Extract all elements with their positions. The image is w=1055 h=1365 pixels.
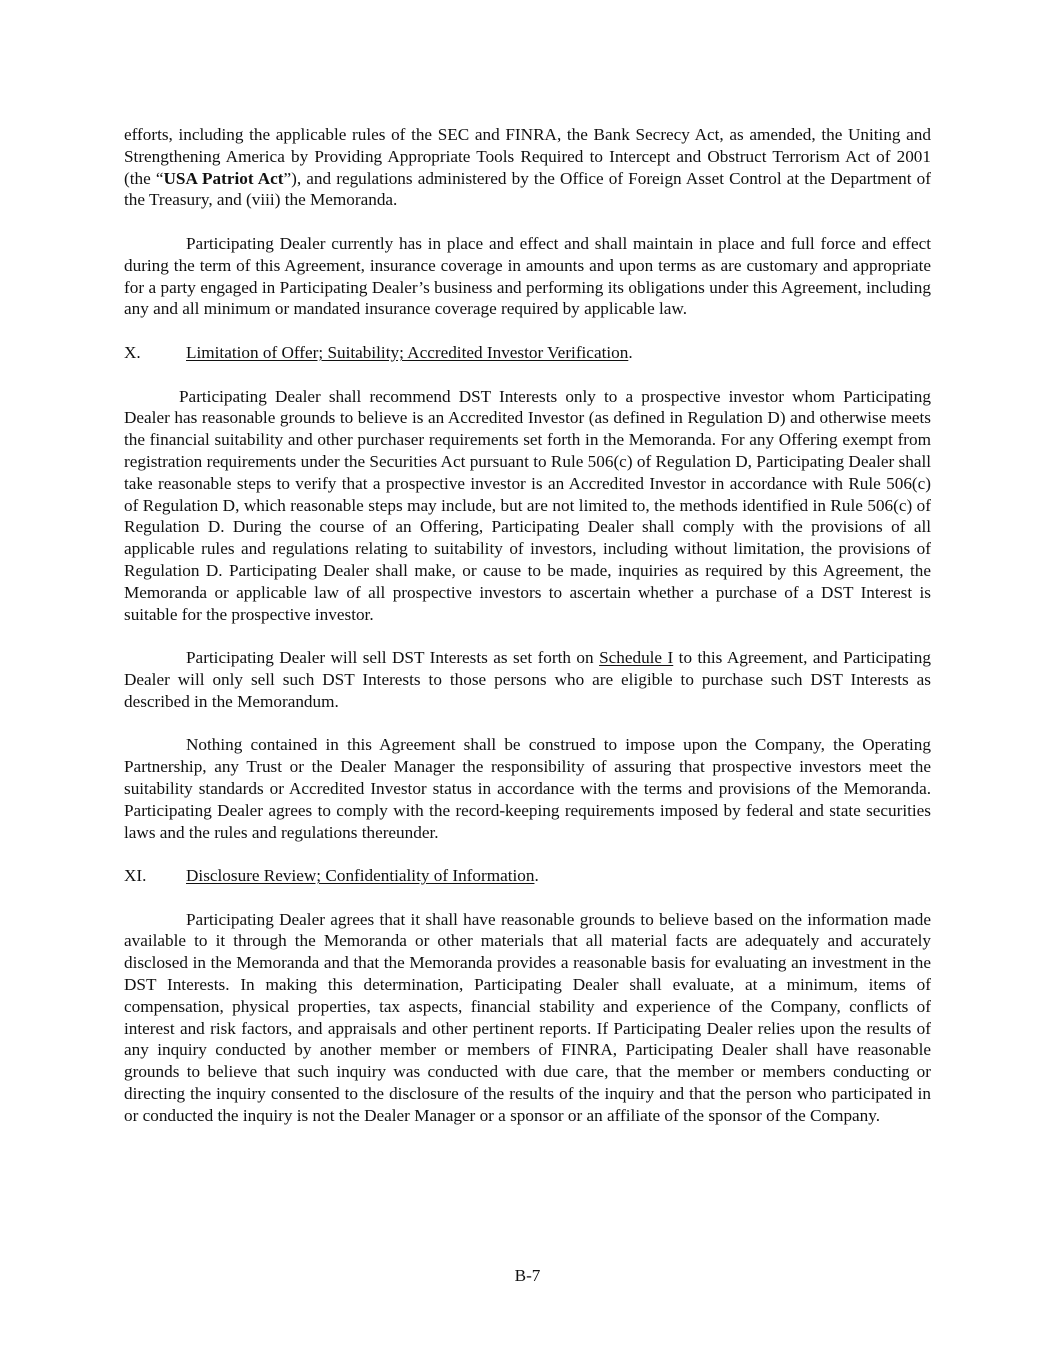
section-xi-title: Disclosure Review; Confidentiality of Information <box>186 866 535 886</box>
defined-term-usa-patriot-act: USA Patriot Act <box>163 168 284 188</box>
paragraph-disclosure-review: Participating Dealer agrees that it shall have reasonable grounds to believe based on the information made available to it through the Memoranda or other materials that all material facts are adequately and accurately disclosed in the Memoranda and that the Memoranda provides a reasonable basis for evaluating an investment in the DST Interests. In making this determination, Participating Dealer shall evaluate, at a minimum, items of compensation, physical properties, tax aspects, financial stability and experience of the Company, conflicts of interest and risk factors, and appraisals and other pertinent reports. If Participating Dealer relies upon the results of any inquiry conducted by another member or members of FINRA, Participating Dealer shall have reasonable grounds to believe that such inquiry was conducted with due care, that the member or members conducting or directing the inquiry consented to the disclosure of the results of the inquiry and that the person who participated in or conducted the inquiry is not the Dealer Manager or a sponsor or an affiliate of the sponsor of the Company. <box>124 909 931 1125</box>
paragraph-no-responsibility: Nothing contained in this Agreement shall be construed to impose upon the Company, the Operating Partnership, any Trust or the Dealer Manager the responsibility of assuring that prospective investors meet the suitability standards or Accredited Investor status in accordance with the terms and provisions of the Memoranda. Participating Dealer agrees to comply with the record-keeping requirements imposed by federal and state securities laws and the rules and regulations thereunder. <box>124 735 931 842</box>
document-page <box>124 124 931 1148</box>
paragraph-patriot-act: efforts, including the applicable rules of the SEC and FINRA, the Bank Secrecy Act, as amended, the Uniting and Strengthening America by Providing Appropriate Tools Required to Intercept and Obstruct Terrorism Act of 2001 (the “USA Patriot Act”), and regulations administered by the Office of Foreign Asset Control at the Department of the Treasury, and (viii) the Memoranda. <box>124 125 931 210</box>
section-x-number: X. <box>124 342 141 362</box>
paragraph-schedule: Participating Dealer will sell DST Interests as set forth on Schedule I to this Agreement, and Participating Dealer will only sell such DST Interests to those persons who are eligible to purchase such DST Interests as described in the Memorandum. <box>124 648 931 711</box>
section-x-title: Limitation of Offer; Suitability; Accredited Investor Verification <box>186 342 629 362</box>
paragraph-insurance: Participating Dealer currently has in place and effect and shall maintain in place and full force and effect during the term of this Agreement, insurance coverage in amounts and upon terms as are customary and appropriate for a party engaged in Participating Dealer’s business and performing its obligations under this Agreement, including any and all minimum or mandated insurance coverage required by applicable law. <box>124 233 931 319</box>
schedule-i-reference: Schedule I <box>599 648 674 668</box>
paragraph-suitability: Participating Dealer shall recommend DST Interests only to a prospective investor whom Participating Dealer has reasonable grounds to believe is an Accredited Investor (as defined in Regulation D) and otherwise meets the financial suitability and other purchaser requirements set forth in the Memoranda. For any Offering exempt from registration requirements under the Securities Act pursuant to Rule 506(c) of Regulation D, Participating Dealer shall take reasonable steps to verify that a prospective investor is an Accredited Investor in accordance with Rule 506(c) of Regulation D, which reasonable steps may include, but are not limited to, the methods identified in Rule 506(c) of Regulation D. During the course of an Offering, Participating Dealer shall comply with the provisions of all applicable rules and regulations relating to suitability of investors, including without limitation, the provisions of Regulation D. Participating Dealer shall make, or cause to be made, inquiries as required by this Agreement, the Memoranda or applicable law of all prospective investors to ascertain whether a purchase of a DST Interest is suitable for the prospective investor. <box>124 386 931 624</box>
page-number: B-7 <box>514 1266 541 1285</box>
section-x-heading: X. Limitation of Offer; Suitability; Accredited Investor Verification. <box>124 342 633 362</box>
section-xi-number: XI. <box>124 866 147 886</box>
section-xi-heading: XI. Disclosure Review; Confidentiality of Information. <box>124 866 539 886</box>
